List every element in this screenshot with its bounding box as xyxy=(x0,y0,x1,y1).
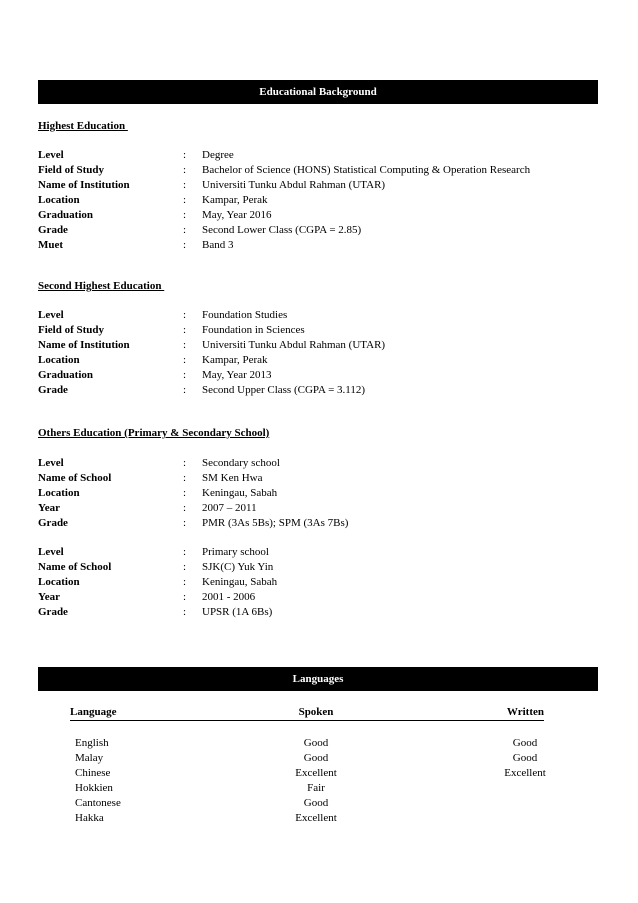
language-row: Chinese Excellent Excellent xyxy=(75,767,546,779)
info-row xyxy=(38,338,598,353)
info-value: SM Ken Hwa xyxy=(202,472,263,484)
info-value: Foundation Studies xyxy=(202,309,288,321)
colon-separator: : xyxy=(183,239,187,251)
info-label: Year xyxy=(38,502,60,514)
info-row xyxy=(38,545,598,560)
info-label: Level xyxy=(38,309,64,321)
info-row xyxy=(38,516,598,531)
languages-header: Languages xyxy=(38,667,598,691)
language-row: Hakka Excellent xyxy=(75,812,337,824)
language-name: Cantonese xyxy=(75,797,121,809)
info-value: Universiti Tunku Abdul Rahman (UTAR) xyxy=(202,179,386,191)
info-value: Foundation in Sciences xyxy=(202,324,305,336)
colon-separator: : xyxy=(183,164,187,176)
info-value: May, Year 2013 xyxy=(202,369,272,381)
colon-separator: : xyxy=(183,194,187,206)
colon-separator: : xyxy=(183,369,187,381)
info-value: Secondary school xyxy=(202,457,280,469)
info-label: Graduation xyxy=(38,369,94,381)
info-value: Kampar, Perak xyxy=(202,354,268,366)
info-label: Location xyxy=(38,576,80,588)
language-name: English xyxy=(75,737,109,749)
colon-separator: : xyxy=(183,487,187,499)
colon-separator: : xyxy=(183,606,187,618)
info-label: Grade xyxy=(38,384,68,396)
colon-separator: : xyxy=(183,517,187,529)
info-value: Universiti Tunku Abdul Rahman (UTAR) xyxy=(202,339,386,351)
info-value: Keningau, Sabah xyxy=(202,487,278,499)
info-row xyxy=(38,308,598,323)
colon-separator: : xyxy=(183,149,187,161)
language-name: Hakka xyxy=(75,812,104,824)
info-value: Keningau, Sabah xyxy=(202,576,278,588)
info-label: Location xyxy=(38,194,80,206)
info-label: Level xyxy=(38,149,64,161)
highest-education-title: Highest Education xyxy=(38,120,128,132)
info-value: PMR (3As 5Bs); SPM (3As 7Bs) xyxy=(202,517,349,529)
info-label: Name of School xyxy=(38,472,112,484)
colon-separator: : xyxy=(183,561,187,573)
info-value: 2001 - 2006 xyxy=(202,591,256,603)
info-row xyxy=(38,456,598,471)
language-row: English Good Good xyxy=(75,737,538,749)
info-row xyxy=(38,368,598,383)
colon-separator: : xyxy=(183,324,187,336)
info-label: Muet xyxy=(38,239,64,251)
colon-separator: : xyxy=(183,472,187,484)
colon-separator: : xyxy=(183,224,187,236)
info-row xyxy=(38,501,598,516)
colon-separator: : xyxy=(183,546,187,558)
info-value: Kampar, Perak xyxy=(202,194,268,206)
colon-separator: : xyxy=(183,354,187,366)
info-row xyxy=(38,471,598,486)
info-value: UPSR (1A 6Bs) xyxy=(202,606,273,618)
info-label: Name of School xyxy=(38,561,112,573)
colon-separator: : xyxy=(183,576,187,588)
info-row xyxy=(38,163,598,178)
info-row xyxy=(38,148,598,163)
colon-separator: : xyxy=(183,502,187,514)
colon-separator: : xyxy=(183,591,187,603)
info-row xyxy=(38,208,598,223)
colon-separator: : xyxy=(183,384,187,396)
info-label: Year xyxy=(38,591,60,603)
info-label: Location xyxy=(38,487,80,499)
info-label: Name of Institution xyxy=(38,179,130,191)
info-value: Degree xyxy=(202,149,234,161)
language-row: Cantonese Good xyxy=(75,797,329,809)
info-row xyxy=(38,590,598,605)
info-row xyxy=(38,575,598,590)
secondary-school-rows xyxy=(38,456,598,531)
colon-separator: : xyxy=(183,309,187,321)
second-highest-education-title: Second Highest Education xyxy=(38,280,165,292)
colon-separator: : xyxy=(183,457,187,469)
info-row xyxy=(38,178,598,193)
primary-school-rows xyxy=(38,545,598,620)
info-value: Band 3 xyxy=(202,239,234,251)
info-row xyxy=(38,223,598,238)
info-row xyxy=(38,193,598,208)
info-row xyxy=(38,353,598,368)
info-value: Bachelor of Science (HONS) Statistical Computing & Operation Research xyxy=(202,164,531,176)
info-label: Level xyxy=(38,457,64,469)
info-label: Name of Institution xyxy=(38,339,130,351)
info-label: Grade xyxy=(38,224,68,236)
info-label: Grade xyxy=(38,517,68,529)
language-row: Malay Good Good xyxy=(75,752,538,764)
highest-education-rows xyxy=(38,148,598,253)
info-label: Grade xyxy=(38,606,68,618)
language-name: Hokkien xyxy=(75,782,113,794)
info-row xyxy=(38,238,598,253)
language-name: Chinese xyxy=(75,767,111,779)
educational-background-header: Educational Background xyxy=(38,80,598,104)
info-value: May, Year 2016 xyxy=(202,209,272,221)
info-label: Graduation xyxy=(38,209,94,221)
info-label: Level xyxy=(38,546,64,558)
second-highest-education-rows xyxy=(38,308,598,398)
column-header-language: Language xyxy=(70,706,117,718)
colon-separator: : xyxy=(183,179,187,191)
languages-table-header: Language Spoken Written xyxy=(70,706,544,721)
info-label: Field of Study xyxy=(38,164,105,176)
language-row: Hokkien Fair xyxy=(75,782,325,794)
colon-separator: : xyxy=(183,339,187,351)
info-value: 2007 – 2011 xyxy=(202,502,257,514)
info-value: SJK(C) Yuk Yin xyxy=(202,561,274,573)
info-row xyxy=(38,605,598,620)
info-row xyxy=(38,383,598,398)
info-value: Second Lower Class (CGPA = 2.85) xyxy=(202,224,362,236)
language-name: Malay xyxy=(75,752,104,764)
info-value: Second Upper Class (CGPA = 3.112) xyxy=(202,384,366,396)
colon-separator: : xyxy=(183,209,187,221)
others-education-title: Others Education (Primary & Secondary School) xyxy=(38,427,270,439)
info-value: Primary school xyxy=(202,546,269,558)
info-row xyxy=(38,560,598,575)
info-label: Location xyxy=(38,354,80,366)
info-label: Field of Study xyxy=(38,324,105,336)
column-header-written: Written xyxy=(506,706,544,718)
info-row xyxy=(38,486,598,501)
info-row xyxy=(38,323,598,338)
languages-table-body xyxy=(70,736,544,826)
